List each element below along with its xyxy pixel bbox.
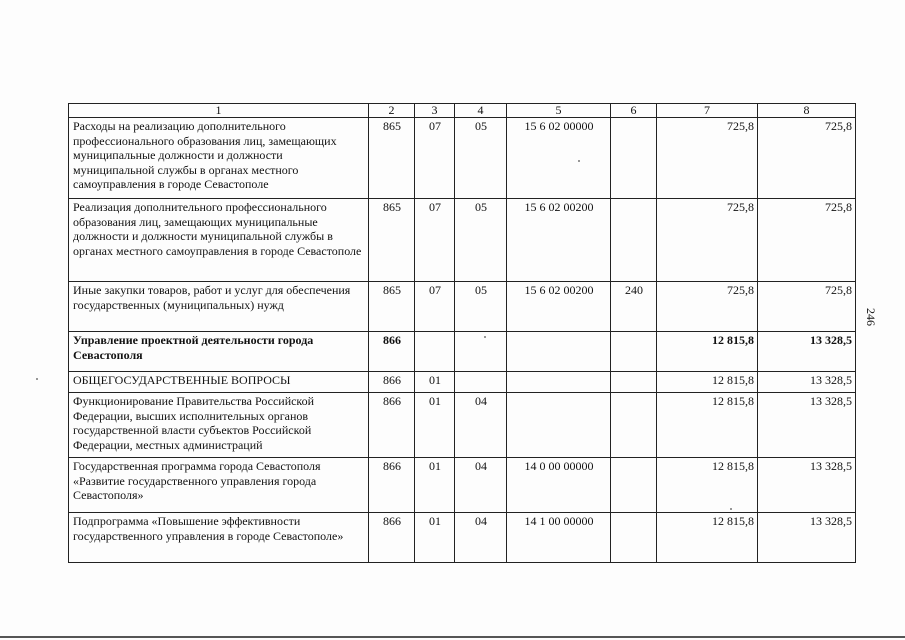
table-header-row [69,104,856,118]
table-row [69,118,856,199]
amount-year1-cell: 725,8 [657,199,758,282]
section-cell: 01 [415,513,455,563]
expense-type-cell [611,332,657,372]
target-article-cell [507,372,611,393]
amount-year2-cell: 725,8 [758,282,856,332]
amount-year1-cell: 12 815,8 [657,458,758,513]
header-cell: 6 [611,104,657,118]
section-cell: 07 [415,199,455,282]
expense-type-cell [611,513,657,563]
code-cell: 866 [369,393,415,458]
amount-year1-cell: 12 815,8 [657,513,758,563]
expense-type-cell [611,199,657,282]
target-article-cell [507,393,611,458]
amount-year2-cell: 13 328,5 [758,513,856,563]
target-article-cell: 15 6 02 00000 [507,118,611,199]
amount-year2-cell: 725,8 [758,118,856,199]
subsection-cell: 04 [455,458,507,513]
table-row [69,199,856,282]
code-cell: 866 [369,372,415,393]
table-row [69,458,856,513]
scan-speck [484,336,486,338]
subsection-cell: 04 [455,513,507,563]
section-cell: 01 [415,393,455,458]
subsection-cell [455,332,507,372]
subsection-cell: 05 [455,118,507,199]
row-name-cell: Управление проектной деятельности города Севастополя [69,332,369,372]
amount-year1-cell: 12 815,8 [657,393,758,458]
code-cell: 866 [369,513,415,563]
section-cell: 01 [415,458,455,513]
amount-year1-cell: 725,8 [657,282,758,332]
header-cell: 7 [657,104,758,118]
expense-type-cell [611,393,657,458]
header-cell: 8 [758,104,856,118]
table-row [69,282,856,332]
amount-year1-cell: 12 815,8 [657,332,758,372]
section-cell: 07 [415,118,455,199]
header-cell: 1 [69,104,369,118]
target-article-cell: 14 1 00 00000 [507,513,611,563]
header-cell: 2 [369,104,415,118]
amount-year2-cell: 725,8 [758,199,856,282]
amount-year1-cell: 725,8 [657,118,758,199]
section-cell [415,332,455,372]
code-cell: 865 [369,282,415,332]
code-cell: 865 [369,199,415,282]
expense-type-cell [611,372,657,393]
section-cell: 01 [415,372,455,393]
code-cell: 866 [369,332,415,372]
amount-year2-cell: 13 328,5 [758,458,856,513]
scan-speck [578,160,580,162]
section-cell: 07 [415,282,455,332]
target-article-cell: 14 0 00 00000 [507,458,611,513]
amount-year2-cell: 13 328,5 [758,393,856,458]
code-cell: 865 [369,118,415,199]
expense-type-cell [611,458,657,513]
row-name-cell: Расходы на реализацию дополнительного профессионального образования лиц, замещающих муниципальные должности и должности муниципальной службы в органах местного самоуправления в городе Севастополе [69,118,369,199]
header-cell: 3 [415,104,455,118]
subsection-cell: 04 [455,393,507,458]
row-name-cell: Реализация дополнительного профессионального образования лиц, замещающих муниципальные должности и должности муниципальной службы в органах местного самоуправления в городе Севастополе [69,199,369,282]
budget-table [68,103,856,563]
scan-edge-line [0,636,905,638]
table-row [69,372,856,393]
expense-type-cell [611,118,657,199]
scan-speck [36,378,38,380]
target-article-cell: 15 6 02 00200 [507,282,611,332]
amount-year2-cell: 13 328,5 [758,332,856,372]
header-cell: 4 [455,104,507,118]
table-row [69,332,856,372]
amount-year2-cell: 13 328,5 [758,372,856,393]
subsection-cell: 05 [455,199,507,282]
amount-year1-cell: 12 815,8 [657,372,758,393]
subsection-cell [455,372,507,393]
code-cell: 866 [369,458,415,513]
table-row [69,393,856,458]
row-name-cell: Подпрограмма «Повышение эффективности государственного управления в городе Севастополе» [69,513,369,563]
row-name-cell: Функционирование Правительства Российской Федерации, высших исполнительных органов государственной власти субъектов Российской Федерации, местных администраций [69,393,369,458]
page-number: 246 [864,308,878,326]
row-name-cell: Иные закупки товаров, работ и услуг для обеспечения государственных (муниципальных) нужд [69,282,369,332]
table-row [69,513,856,563]
row-name-cell: ОБЩЕГОСУДАРСТВЕННЫЕ ВОПРОСЫ [69,372,369,393]
expense-type-cell: 240 [611,282,657,332]
target-article-cell [507,332,611,372]
scan-speck [730,508,732,510]
row-name-cell: Государственная программа города Севастополя «Развитие государственного управления города Севастополя» [69,458,369,513]
target-article-cell: 15 6 02 00200 [507,199,611,282]
header-cell: 5 [507,104,611,118]
subsection-cell: 05 [455,282,507,332]
